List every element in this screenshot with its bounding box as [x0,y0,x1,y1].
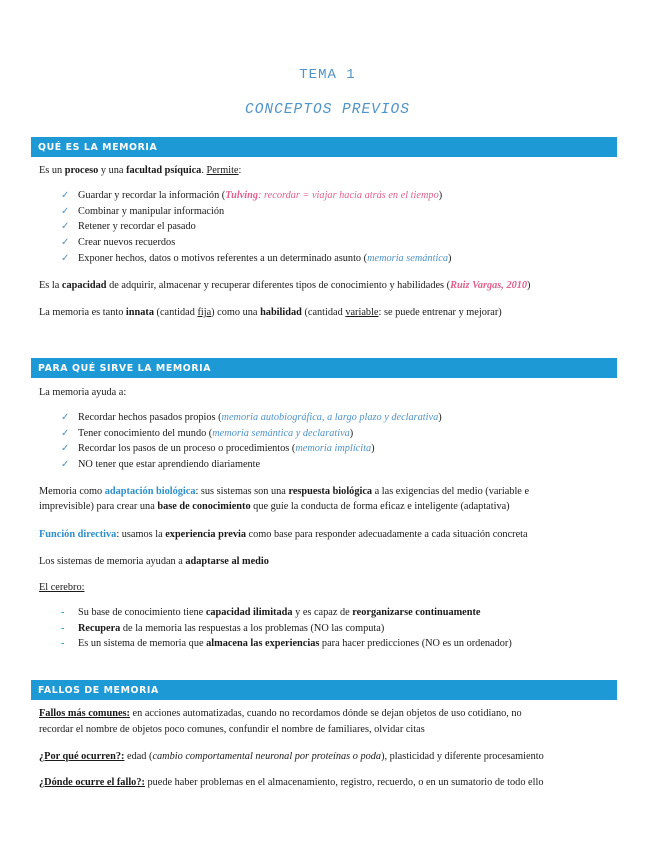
list-item: ✓ NO tener que estar aprendiendo diariamente [61,459,261,471]
check-icon: ✓ [61,190,70,201]
list-item: - Recupera de la memoria las respuestas a los problemas (NO las computa) [61,622,385,634]
list-item: ✓ Recordar los pasos de un proceso o procedimientos (memoria implícita) [61,443,375,455]
check-icon: ✓ [61,443,70,455]
s2-funcion-directiva: Función directiva: usamos la experiencia previa como base para responder adecuadamente a cada situación concreta [39,529,528,540]
list-item: ✓ Exponer hechos, datos o motivos referentes a un determinado asunto (memoria semántica) [61,252,452,264]
check-icon: ✓ [61,252,70,264]
check-icon: ✓ [61,205,70,217]
s1-innata: La memoria es tanto innata (cantidad fija) como una habilidad (cantidad variable: se puede entrenar y mejorar) [39,307,502,318]
s1-checklist [61,189,451,267]
s3-donde: ¿Dónde ocurre el fallo?: puede haber problemas en el almacenamiento, registro, recuerdo, o en un sumatorio de todo ello [39,777,544,788]
s2-adaptarse: Los sistemas de memoria ayudan a adaptarse al medio [39,556,269,567]
s2-cerebro-label: El cerebro: [39,582,85,593]
dash-icon: - [61,607,65,618]
s3-por-que: ¿Por qué ocurren?: edad (cambio comportamental neuronal por proteínas o poda), plasticidad y diferente procesamiento [39,751,544,762]
s1-capacidad: Es la capacidad de adquirir, almacenar y recuperar diferentes tipos de conocimiento y habilidades (Ruiz Vargas, 2010) [39,280,531,291]
list-item: ✓ Crear nuevos recuerdos [61,237,176,249]
topic-title: CONCEPTOS PREVIOS [245,102,410,118]
check-icon: ✓ [61,427,70,439]
check-icon: ✓ [61,459,70,471]
s2-cerebro-list [61,606,512,653]
list-item: ✓ Guardar y recordar la información (Tulving: recordar = viajar hacia atrás en el tiempo) [61,190,443,201]
s2-checklist [61,411,442,474]
check-icon: ✓ [61,221,70,233]
check-icon: ✓ [61,412,70,423]
list-item: ✓ Combinar y manipular información [61,205,225,217]
list-item: ✓ Retener y recordar el pasado [61,221,196,233]
list-item: ✓ Tener conocimiento del mundo (memoria semántica y declarativa) [61,427,354,439]
list-item: ✓ Recordar hechos pasados propios (memoria autobiográfica, a largo plazo y declarativa) [61,412,442,423]
s3-fallos-comunes: Fallos más comunes: en acciones automatizadas, cuando no recordamos dónde se dejan objetos de uso cotidiano, no recordar el nombre de objetos poco comunes, confundir el nombre de familiares, olvidar citas [39,708,522,735]
check-icon: ✓ [61,237,70,249]
section-heading-para-que: PARA QUÉ SIRVE LA MEMORIA [31,358,617,378]
dash-icon: - [61,622,65,634]
topic-number: TEMA 1 [299,67,356,83]
list-item: - Su base de conocimiento tiene capacidad ilimitada y es capaz de reorganizarse continuamente [61,607,481,618]
dash-icon: - [61,638,65,650]
list-item: - Es un sistema de memoria que almacena las experiencias para hacer predicciones (NO es un ordenador) [61,638,512,650]
section-heading-que-es: QUÉ ES LA MEMORIA [31,137,617,157]
s2-intro: La memoria ayuda a: [39,387,127,398]
section-heading-fallos: FALLOS DE MEMORIA [31,680,617,700]
s1-intro: Es un proceso y una facultad psíquica. Permite: [39,165,242,176]
s2-adaptacion: Memoria como adaptación biológica: sus sistemas son una respuesta biológica a las exigencias del medio (variable e imprevisible) para crear una base de conocimiento que guíe la conducta de forma eficaz e inteligente (adaptativa) [39,486,530,512]
